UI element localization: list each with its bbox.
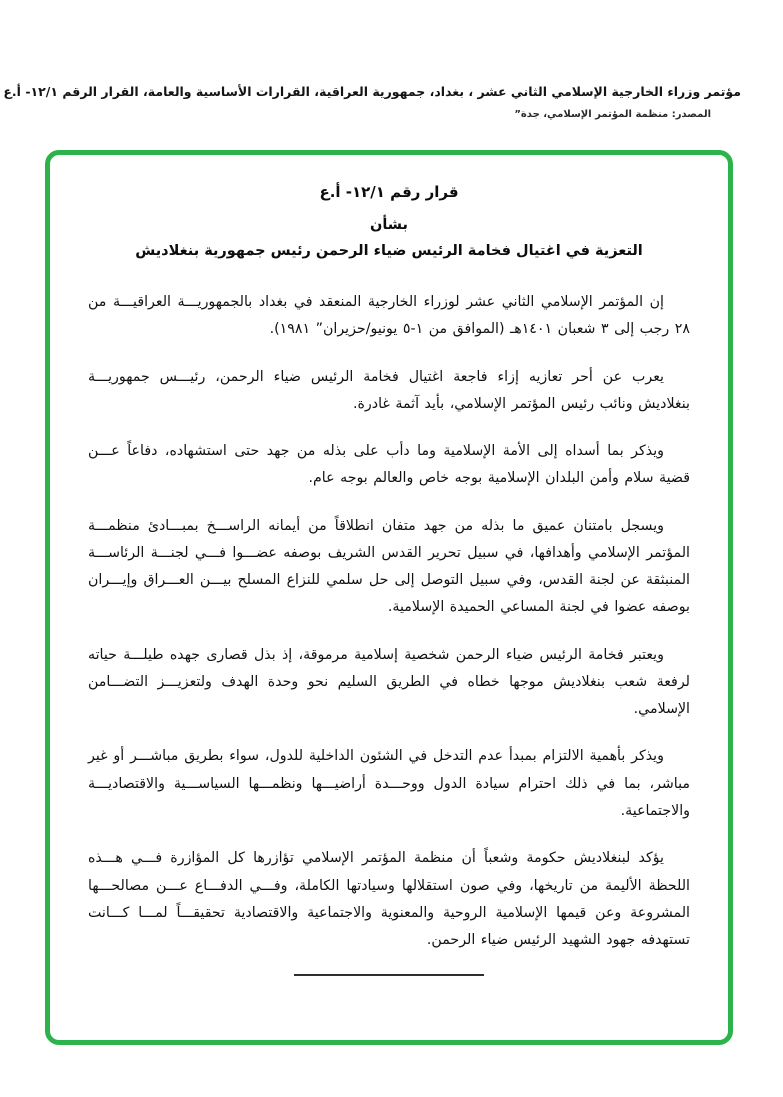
end-divider [294, 974, 484, 976]
paragraph-considers-figure: ويعتبر فخامة الرئيس ضياء الرحمن شخصية إسلامية مرموقة، إذ بذل قصارى جهده طيلـــة حياته لرفعة شعب بنغلاديش موجها خطاه في الطريق السليم نحو وحدة الهدف ولتعزيـــز التضـــامن الإسلامي. [88, 646, 690, 718]
paragraph-records-gratitude: ويسجل بامتنان عميق ما بذله من جهد متفان انطلاقاً من أيمانه الراســـخ بمبـــادئ منظمـــة المؤتمر الإسلامي وأهدافها، في سبيل تحرير القدس الشريف بوصفه عضـــوا فـــي لجنـــة الرئاســـة المنبثقة عن لجنة القدس، وفي سبيل التوصل إلى حل سلمي للنزاع المسلح بيـــن العـــراق وإيـــران بوصفه عضوا في لجنة المساعي الحميدة الإسلامية. [88, 517, 690, 616]
paragraph-recalls-service: ويذكر بما أسداه إلى الأمة الإسلامية وما دأب على بذله من جهد حتى استشهاده، دفاعاً عـــن قضية سلام وأمن البلدان الإسلامية بوجه خاص والعالم بوجه عام. [88, 443, 690, 487]
paragraph-condolences: يعرب عن أحر تعازيه إزاء فاجعة اغتيال فخامة الرئيس ضياء الرحمن، رئيـــس جمهوريـــة بنغلاديش ونائب رئيس المؤتمر الإسلامي، بأيد آثمة غادرة. [88, 368, 690, 412]
source-line: المصدر: منظمة المؤتمر الإسلامي، جدة” [514, 109, 711, 120]
paragraph-preamble: إن المؤتمر الإسلامي الثاني عشر لوزراء الخارجية المنعقد في بغداد بالجمهوريـــة العراقيـــة من ٢٨ رجب إلى ٣ شعبان ١٤٠١هـ (الموافق من ١-٥ يونيو/حزيران” ١٩٨١). [88, 294, 690, 338]
paragraph-non-interference: ويذكر بأهمية الالتزام بمبدأ عدم التدخل في الشئون الداخلية للدول، سواء بطريق مباشـــر أو غير مباشر، بما في ذلك احترام سيادة الدول ووحـــدة أراضيـــها ونظمـــها السياســـية والاقتصاديـــة والاجتماعية. [88, 748, 690, 819]
paragraph-affirms-support: يؤكد لبنغلاديش حكومة وشعباً أن منظمة المؤتمر الإسلامي تؤازرها كل المؤازرة فـــي هـــذه اللحظة الأليمة من تاريخها، وفي صون استقلالها وسيادتها الكاملة، وفـــي الدفـــاع عـــن مصالحـــها المشروعة وعن قيمها الإسلامية الروحية والمعنوية والاجتماعية والاقتصادية تحقيقـــاً لمـــا كـــانت تستهدفه جهود الشهيد الرئيس ضياء الرحمن. [88, 850, 690, 949]
subject-title: التعزية في اغتيال فخامة الرئيس ضياء الرحمن رئيس جمهورية بنغلاديش [135, 243, 643, 259]
green-annotation-frame [45, 150, 733, 1045]
subject-label: بشأن [369, 217, 409, 233]
decree-body [50, 155, 728, 1040]
citation-header: مؤتمر وزراء الخارجية الإسلامي الثاني عشر ، بغداد، جمهورية العراقية، القرارات الأساسية والعامة، القرار الرقم ١٢/١- أ.ع [3, 84, 741, 99]
decree-number-title: قرار رقم ١٢/١- أ.ع [319, 183, 459, 201]
